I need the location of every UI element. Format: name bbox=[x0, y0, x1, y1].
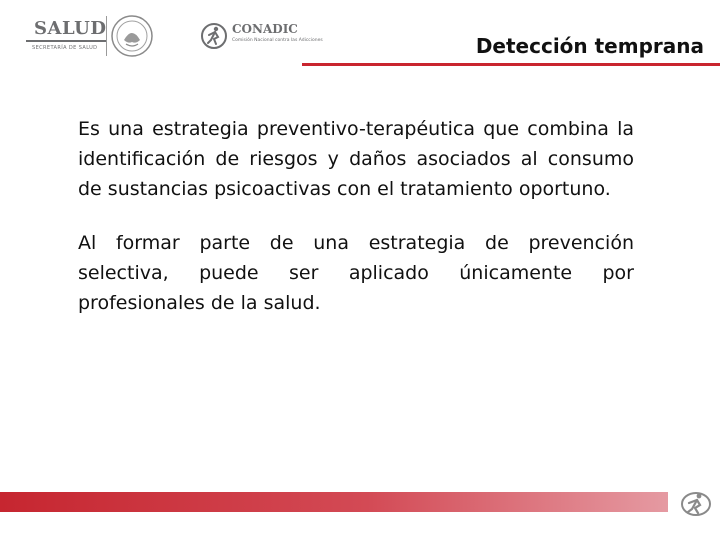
conadic-logo-subtitle: Comisión Nacional contra las Adicciones bbox=[232, 38, 323, 43]
slide-body bbox=[78, 114, 634, 342]
logo-divider bbox=[106, 16, 107, 56]
mexico-seal-icon bbox=[110, 14, 154, 58]
slide-header bbox=[0, 0, 720, 70]
salud-logo-bar bbox=[26, 40, 106, 42]
conadic-logo-word: CONADIC bbox=[232, 22, 298, 36]
title-underline bbox=[302, 63, 720, 66]
body-paragraph-2: Al formar parte de una estrategia de prevención selectiva, puede ser aplicado únicamente por profesionales de la salud. bbox=[78, 232, 634, 314]
conadic-logo-icon bbox=[200, 22, 228, 50]
footer-band bbox=[0, 492, 668, 512]
body-paragraph-1: Es una estrategia preventivo-terapéutica que combina la identificación de riesgos y daños asociados al consumo de sustancias psicoactivas con el tratamiento oportuno. bbox=[78, 118, 634, 200]
salud-logo-subtitle: SECRETARÍA DE SALUD bbox=[32, 45, 98, 51]
conadic-runner-icon bbox=[676, 490, 716, 518]
conadic-logo bbox=[200, 22, 323, 52]
salud-logo-word: SALUD bbox=[34, 18, 107, 39]
slide-title: Detección temprana bbox=[475, 34, 704, 58]
salud-logo bbox=[26, 18, 106, 52]
